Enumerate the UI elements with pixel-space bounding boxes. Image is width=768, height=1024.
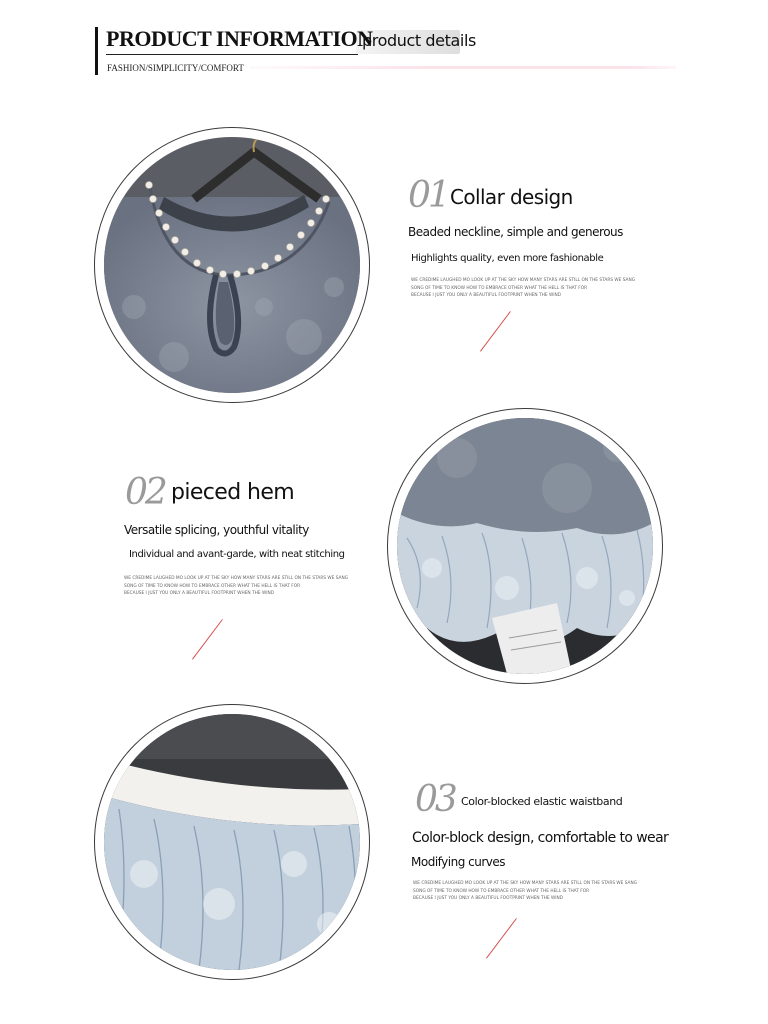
section-line1-waistband: Color-block design, comfortable to wear xyxy=(412,830,669,846)
section-title-hem: pieced hem xyxy=(171,480,295,505)
header-tagline: FASHION/SIMPLICITY/COMFORT xyxy=(107,63,244,73)
accent-slash-2 xyxy=(192,619,223,660)
section-title-waistband: Color-blocked elastic waistband xyxy=(461,795,623,808)
section-line2-waistband: Modifying curves xyxy=(411,855,506,869)
page-subtitle: product details xyxy=(362,31,476,50)
accent-slash-1 xyxy=(480,311,511,352)
section-line1-collar: Beaded neckline, simple and generous xyxy=(408,225,623,239)
section-line2-collar: Highlights quality, even more fashionable xyxy=(411,253,604,264)
header-accent-bar xyxy=(95,27,98,75)
section-line2-hem: Individual and avant-garde, with neat stitching xyxy=(129,549,345,560)
section-number-02: 02 xyxy=(125,472,165,513)
section-line1-hem: Versatile splicing, youthful vitality xyxy=(124,523,309,537)
fine-print-collar: WE CREDIME LAUGHED MO LOOK UP AT THE SKY HOW MANY STARS ARE STILL ON THE STARS WE SANG SONG OF TIME TO KNOW HOW TO EMBRACE OTHER WHAT THE HELL IS THAT FOR BECAUSE I JUST YOU ONLY A BEAUTIFUL FOOTPRINT WHEN THE WIND xyxy=(411,278,636,298)
page-title: PRODUCT INFORMATION xyxy=(106,26,373,51)
section-title-collar: Collar design xyxy=(450,185,573,209)
collar-photo xyxy=(104,137,360,393)
accent-slash-3 xyxy=(486,918,517,959)
fine-print-waistband: WE CREDIME LAUGHED MO LOOK UP AT THE SKY HOW MANY STARS ARE STILL ON THE STARS WE SANG SONG OF TIME TO KNOW HOW TO EMBRACE OTHER WHAT THE HELL IS THAT FOR BECAUSE I JUST YOU ONLY A BEAUTIFUL FOOTPRINT WHEN THE WIND xyxy=(413,881,638,901)
header-pink-rule xyxy=(250,66,676,69)
header-divider xyxy=(106,54,358,55)
waistband-photo xyxy=(104,714,360,970)
fine-print-hem: WE CREDIME LAUGHED MO LOOK UP AT THE SKY HOW MANY STARS ARE STILL ON THE STARS WE SANG SONG OF TIME TO KNOW HOW TO EMBRACE OTHER WHAT THE HELL IS THAT FOR BECAUSE I JUST YOU ONLY A BEAUTIFUL FOOTPRINT WHEN THE WIND xyxy=(124,576,349,596)
section-number-01: 01 xyxy=(408,175,448,216)
hem-photo xyxy=(397,418,653,674)
section-number-03: 03 xyxy=(415,779,455,820)
